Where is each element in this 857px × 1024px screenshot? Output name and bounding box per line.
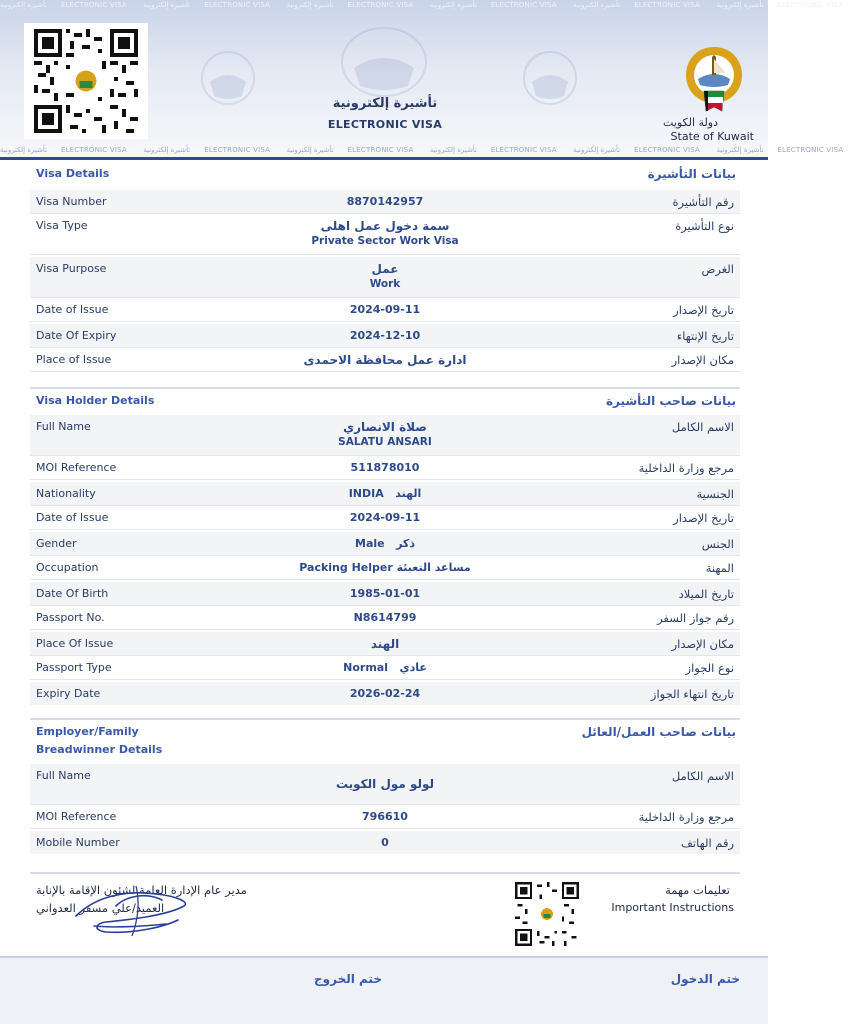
qr-code-icon xyxy=(34,29,138,133)
employer-moi-reference-row: MOI Reference 796610 مرجع وزارة الداخلية xyxy=(30,804,740,829)
employer-rows xyxy=(30,762,740,854)
entry-stamp-label: ختم الدخول xyxy=(670,972,740,986)
qr-code-instructions-icon xyxy=(514,882,580,946)
watermark-strip-bottom: تأشيرة إلكترونية ELECTRONIC VISA تأشيرة إلكترونية ELECTRONIC VISA تأشيرة إلكترونية ELECTRONIC VISA تأشيرة إلكترونية ELECTRONIC VISA تأشيرة إلكترونية ELECTRONIC VISA تأشيرة إلكترونية ELECTRONIC VISA xyxy=(0,146,844,154)
exit-stamp-label: ختم الخروج xyxy=(314,972,382,986)
visa-issue-date-row: Date of Issue 2024-09-11 تاريخ الإصدار xyxy=(30,297,740,322)
country-name-english: State of Kuwait xyxy=(670,130,754,143)
holder-nationality-row: Nationality INDIA الهند الجنسية xyxy=(30,480,740,505)
visa-type-row: Visa Type سمة دخول عمل اهلى Private Sector Work Visa نوع التأشيرة xyxy=(30,213,740,255)
qr-code-main xyxy=(24,23,148,139)
visa-number-value: 8870142957 xyxy=(346,195,424,208)
holder-full-name-row: Full Name صلاة الانصاري SALATU ANSARI الاسم الكامل xyxy=(30,413,740,455)
stamp-footer xyxy=(0,956,768,1024)
holder-passport-expiry-row: Expiry Date 2026-02-24 تاريخ انتهاء الجواز xyxy=(30,680,740,705)
holder-issue-date-row: Date of Issue 2024-09-11 تاريخ الإصدار xyxy=(30,505,740,530)
holder-moi-reference-row: MOI Reference 511878010 مرجع وزارة الداخلية xyxy=(30,455,740,480)
visa-place-of-issue-row: Place of Issue ادارة عمل محافظة الاحمدى مكان الإصدار xyxy=(30,347,740,372)
holder-occupation-row: Occupation Packing Helper مساعد التعبئة المهنة xyxy=(30,555,740,580)
visa-details-heading: Visa Details بيانات التأشيرة xyxy=(30,162,740,188)
visa-details-section xyxy=(30,162,740,372)
visa-holder-heading: Visa Holder Details بيانات صاحب التأشيرة xyxy=(30,387,740,413)
holder-passport-number-row: Passport No. N8614799 رقم جواز السفر xyxy=(30,605,740,630)
watermark-emblem-right-icon xyxy=(522,48,578,108)
visa-details-rows xyxy=(30,188,740,372)
employer-section xyxy=(30,718,740,854)
visa-purpose-value-english: Work xyxy=(369,278,401,290)
employer-name-value: لولو مول الكويت xyxy=(335,777,435,791)
visa-expiry-date-row: Date Of Expiry 2024-12-10 تاريخ الإنتهاء xyxy=(30,322,740,347)
header-title-english: ELECTRONIC VISA xyxy=(327,118,443,131)
watermark-emblem-center-icon xyxy=(338,24,430,100)
holder-date-of-birth-row: Date Of Birth 1985-01-01 تاريخ الميلاد xyxy=(30,580,740,605)
signature-icon xyxy=(66,876,206,940)
watermark-strip-top: تأشيرة إلكترونية ELECTRONIC VISA تأشيرة إلكترونية ELECTRONIC VISA تأشيرة إلكترونية ELECTRONIC VISA تأشيرة إلكترونية ELECTRONIC VISA تأشيرة إلكترونية ELECTRONIC VISA تأشيرة إلكترونية ELECTRONIC VISA xyxy=(0,1,844,9)
visa-purpose-row: Visa Purpose عمل Work الغرض xyxy=(30,255,740,297)
employer-mobile-number-row: Mobile Number 0 رقم الهاتف xyxy=(30,829,740,854)
visa-holder-section xyxy=(30,387,740,705)
holder-name-arabic: صلاة الانصاري xyxy=(343,420,427,434)
visa-header xyxy=(0,0,844,160)
country-name-arabic: دولة الكويت xyxy=(663,116,718,129)
visa-purpose-value-arabic: عمل xyxy=(371,262,399,276)
kuwait-emblem-icon xyxy=(684,45,744,113)
watermark-emblem-left-icon xyxy=(200,48,256,108)
instructions-english: Important Instructions xyxy=(611,901,734,914)
instructions-arabic: تعليمات مهمة xyxy=(665,883,730,897)
employer-heading: Employer/Family Breadwinner Details بيانات صاحب العمل/العائل xyxy=(30,718,740,762)
visa-number-row: Visa Number 8870142957 رقم التأشيرة xyxy=(30,188,740,213)
director-name: العميد/علي مسفر العدواني xyxy=(36,901,165,915)
visa-holder-rows xyxy=(30,413,740,705)
header-title-arabic: تأشيرة إلكترونية xyxy=(332,96,438,111)
director-title: مدير عام الإدارة العامة لشئون الإقامة بالإنابة xyxy=(36,883,247,897)
holder-passport-place-of-issue-row: Place Of Issue الهند مكان الإصدار xyxy=(30,630,740,655)
employer-full-name-row: Full Name لولو مول الكويت الاسم الكامل xyxy=(30,762,740,804)
signature-block xyxy=(30,872,740,954)
visa-type-value-english: Private Sector Work Visa xyxy=(311,235,459,247)
holder-name-english: SALATU ANSARI xyxy=(338,436,432,448)
holder-passport-type-row: Passport Type Normal عادي نوع الجواز xyxy=(30,655,740,680)
visa-type-value-arabic: سمة دخول عمل اهلى xyxy=(320,219,450,233)
holder-gender-row: Gender Male ذكر الجنس xyxy=(30,530,740,555)
